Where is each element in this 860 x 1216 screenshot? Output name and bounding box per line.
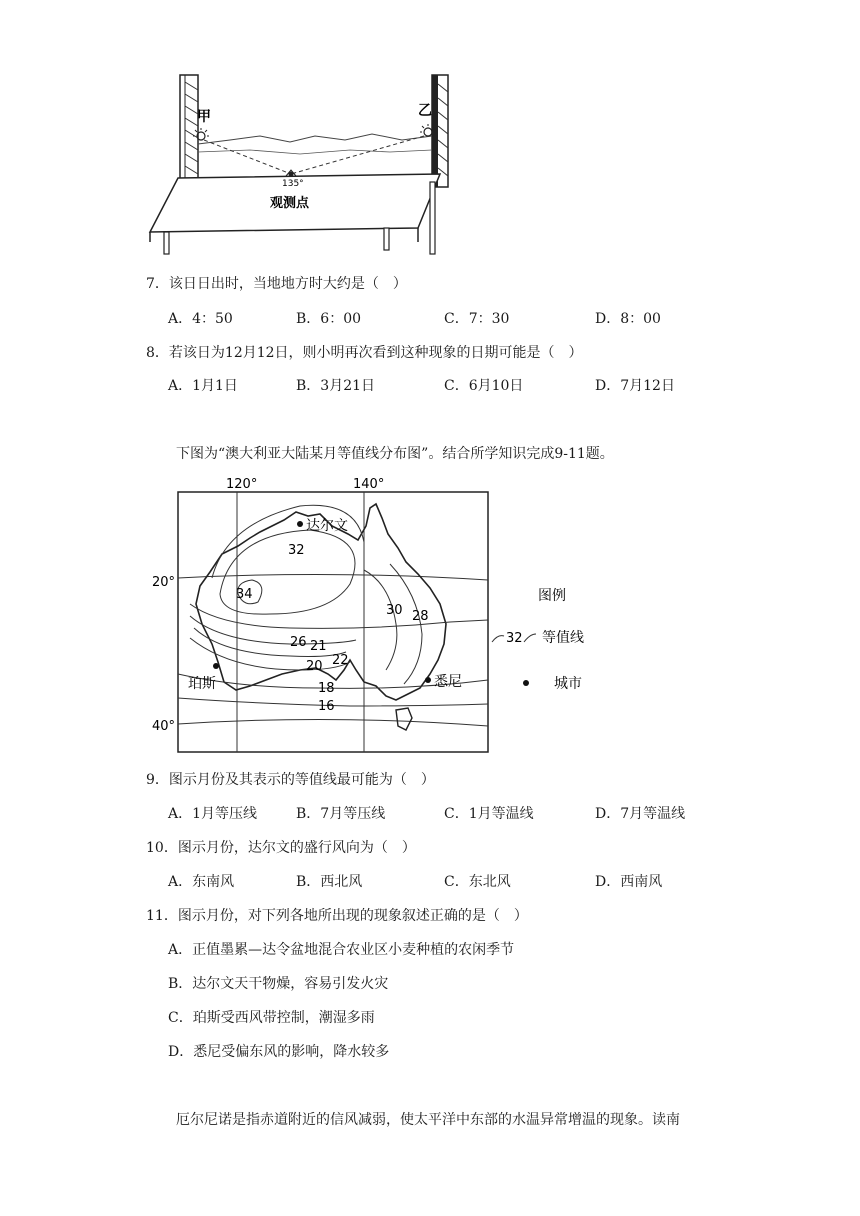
- q10-option-c[interactable]: C．东北风: [444, 874, 511, 890]
- legend-city-marker: [523, 680, 529, 686]
- q7-option-a[interactable]: A．4：50: [168, 311, 233, 327]
- q8-option-c[interactable]: C．6月10日: [444, 378, 524, 394]
- iso-label-22: 22: [332, 653, 349, 668]
- q11-option-b[interactable]: B．达尔文天干物燥，容易引发火灾: [168, 976, 389, 992]
- legend-title: 图例: [538, 588, 566, 604]
- question-8-stem: 8．若该日为12月12日，则小明再次看到这种现象的日期可能是（ ）: [146, 345, 583, 361]
- city-darwin-marker: [297, 521, 303, 527]
- city-sydney-marker: [425, 677, 431, 683]
- q8-option-b[interactable]: B．3月21日: [296, 378, 376, 394]
- lat-20-label: 20°: [152, 575, 176, 590]
- legend-iso-value: 32: [506, 631, 523, 646]
- q10-option-a[interactable]: A．东南风: [168, 874, 235, 890]
- intro-el-nino: 厄尔尼诺是指赤道附近的信风减弱，使太平洋中东部的水温异常增温的现象。读南: [176, 1112, 680, 1128]
- lon-140-label: 140°: [353, 477, 385, 492]
- angle-label: 135°: [282, 179, 304, 189]
- iso-label-20: 20: [306, 659, 323, 674]
- label-jia: 甲: [197, 109, 211, 125]
- q7-option-d[interactable]: D．8：00: [595, 311, 661, 327]
- iso-label-30: 30: [386, 603, 403, 618]
- q8-option-d[interactable]: D．7月12日: [595, 378, 675, 394]
- observation-figure: [140, 70, 460, 260]
- iso-label-34: 34: [236, 587, 253, 602]
- question-7-stem: 7．该日日出时，当地地方时大约是（ ）: [146, 276, 407, 292]
- iso-label-28: 28: [412, 609, 429, 624]
- iso-label-32: 32: [288, 543, 305, 558]
- question-10-stem: 10．图示月份，达尔文的盛行风向为（ ）: [146, 840, 416, 856]
- question-9-stem: 9．图示月份及其表示的等值线最可能为（ ）: [146, 772, 435, 788]
- intro-australia-map: 下图为“澳大利亚大陆某月等值线分布图”。结合所学知识完成9-11题。: [176, 446, 614, 462]
- label-yi: 乙: [418, 103, 432, 119]
- iso-label-18: 18: [318, 681, 335, 696]
- q9-option-b[interactable]: B．7月等压线: [296, 806, 386, 822]
- q10-option-d[interactable]: D．西南风: [595, 874, 663, 890]
- q7-option-b[interactable]: B．6：00: [296, 311, 362, 327]
- legend-iso-label: 等值线: [542, 630, 584, 646]
- q11-option-a[interactable]: A．正值墨累—达令盆地混合农业区小麦种植的农闲季节: [168, 942, 515, 958]
- iso-label-26: 26: [290, 635, 307, 650]
- q10-option-b[interactable]: B．西北风: [296, 874, 363, 890]
- q9-option-c[interactable]: C．1月等温线: [444, 806, 534, 822]
- lat-40-label: 40°: [152, 719, 176, 734]
- city-darwin-label: 达尔文: [306, 518, 348, 534]
- q7-option-c[interactable]: C．7：30: [444, 311, 510, 327]
- q11-option-c[interactable]: C．珀斯受西风带控制，潮湿多雨: [168, 1010, 375, 1026]
- city-perth-marker: [213, 663, 219, 669]
- q11-option-d[interactable]: D．悉尼受偏东风的影响，降水较多: [168, 1044, 390, 1060]
- q8-option-a[interactable]: A．1月1日: [168, 378, 238, 394]
- observe-point-marker: [289, 172, 294, 177]
- city-perth-label: 珀斯: [188, 676, 216, 692]
- iso-label-16: 16: [318, 699, 335, 714]
- q9-option-d[interactable]: D．7月等温线: [595, 806, 686, 822]
- sun-jia-icon: [193, 128, 209, 140]
- map-legend: [492, 588, 584, 692]
- city-sydney-label: 悉尼: [434, 674, 462, 690]
- q9-option-a[interactable]: A．1月等压线: [168, 806, 258, 822]
- observe-point-label: 观测点: [270, 196, 310, 211]
- legend-city-label: 城市: [554, 676, 582, 692]
- iso-label-21: 21: [310, 639, 327, 654]
- australia-isoline-map: [150, 474, 620, 758]
- question-11-stem: 11．图示月份，对下列各地所出现的现象叙述正确的是（ ）: [146, 908, 528, 924]
- lon-120-label: 120°: [226, 477, 258, 492]
